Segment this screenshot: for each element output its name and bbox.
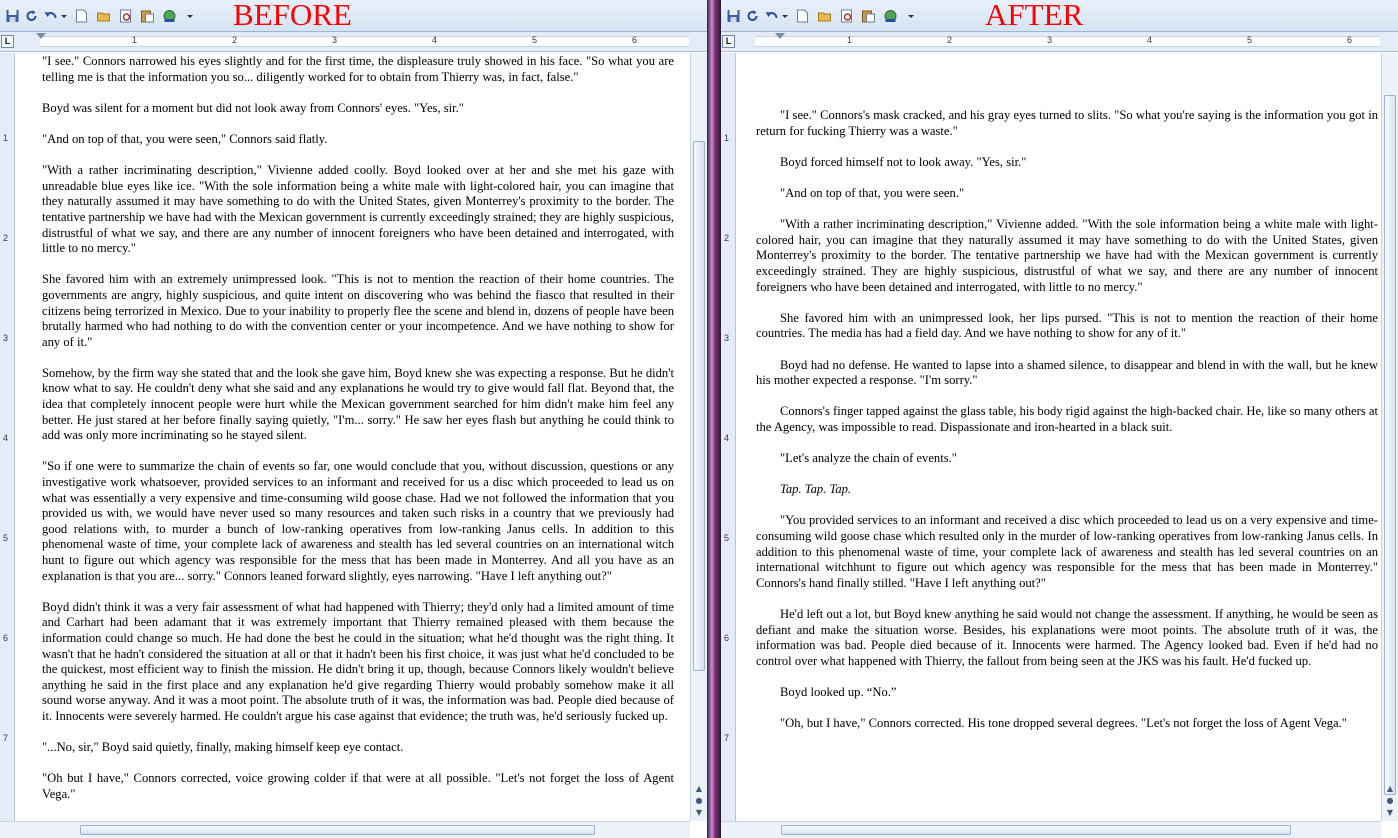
vruler-number: 2 xyxy=(724,233,730,243)
window-divider xyxy=(707,0,721,838)
vertical-scrollbar[interactable] xyxy=(690,53,707,821)
next-page-icon[interactable]: ▼ xyxy=(695,808,703,817)
indent-marker[interactable] xyxy=(775,33,785,39)
paragraph: She favored him with an unimpressed look, her lips pursed. "This is not to mention the reaction of their home countries. The media has had a field day. And we have nothing to show for any of it." xyxy=(756,310,1378,341)
vruler-number: 5 xyxy=(724,533,730,543)
vruler-number: 6 xyxy=(3,633,9,643)
ruler-number: 3 xyxy=(1047,35,1053,45)
vruler-number: 4 xyxy=(724,433,730,443)
browse-object-icon[interactable]: ● xyxy=(695,796,703,805)
print-preview-icon[interactable] xyxy=(839,9,854,23)
quick-access-toolbar xyxy=(721,0,1398,32)
browse-object-icon[interactable]: ● xyxy=(1386,796,1394,805)
vruler-number: 3 xyxy=(3,333,9,343)
paragraph-italic: Tap. Tap. Tap. xyxy=(780,482,852,497)
paragraph: Connors's finger tapped against the glass table, his body rigid against the high-backed chair. He, like so many others at the Agency, was impossible to read. Dispassionate and iron-hearted in a black suit. xyxy=(756,404,1378,434)
hscroll-thumb[interactable] xyxy=(781,825,1291,835)
paste-icon[interactable] xyxy=(140,9,155,23)
scrollbar-thumb[interactable] xyxy=(1384,95,1396,795)
paragraph: "Oh, but I have," Connors corrected. His tone dropped several degrees. "Let's not forget the loss of Agent Vega." xyxy=(780,716,1347,731)
indent-marker[interactable] xyxy=(36,33,46,39)
previous-page-icon[interactable]: ▲ xyxy=(695,784,703,793)
repeat-icon[interactable] xyxy=(24,9,39,23)
vertical-scrollbar[interactable] xyxy=(1381,53,1398,821)
horizontal-scrollbar[interactable] xyxy=(0,821,690,838)
horizontal-scrollbar[interactable] xyxy=(721,821,1381,838)
paragraph: "With a rather incriminating description," Vivienne added coolly. Boyd looked over at her and she met his gaze with unreadable blue eyes like ice. "With the sole information being a white male with light-colored hair, you can imagine that they naturally assumed it may have something to do with the United States, given Monterrey's proximity to the border. The tentative partnership we have had with the Mexican government is currently exceedingly strained; they are highly suspicious, distrustful of what we say, and there are any number of innocent foreigners who have been detained and interrogated, with little to no mercy." xyxy=(42,163,674,256)
next-page-icon[interactable]: ▼ xyxy=(1386,808,1394,817)
vruler-number: 7 xyxy=(3,733,9,743)
web-icon[interactable] xyxy=(162,9,177,23)
undo-dropdown-icon[interactable] xyxy=(60,9,68,23)
paragraph: "And on top of that, you were seen." xyxy=(780,185,965,200)
paragraph: "And on top of that, you were seen," Connors said flatly. xyxy=(42,131,328,146)
paragraph: "Oh but I have," Connors corrected, voice growing colder if that were at all possible. "Let's not forget the loss of Agent Vega." xyxy=(42,771,674,801)
scrollbar-thumb[interactable] xyxy=(693,141,705,671)
paragraph: "With a rather incriminating description," Vivienne added. "With the sole information being a white male with light-colored hair, you can imagine that they naturally assumed it may have something to do with the United States, given Monterrey's proximity to the border. The tentative partnership we have had with the Mexican government is currently exceedingly strained. They are highly suspicious, distrustful of what we say, and there are any number of innocent foreigners who have been detained and interrogated, with little to no mercy." xyxy=(756,217,1378,294)
paragraph: Boyd didn't think it was a very fair assessment of what had happened with Thierry; they'd only had a limited amount of time and Carhart had been adamant that it was extremely important that Thierry remained pleased with them because the information could change so much. He had done the best he could in the situation; what he'd thought was the right thing. It wasn't that he hadn't considered the situation at all or that it hadn't been his first choice, it was just what he'd concluded to be the quickest, most efficient way to finish the mission. He didn't bring it up, though, because Connors likely wouldn't believe anything he said in the first place and any explanation he'd give regarding Thierry would probably somehow make it all sound worse anyway. And it was a moot point. The absolute truth of it was, the information was bad. People died because of it. Innocents were severely harmed. He couldn't argue his case against that evidence; the truth was, he'd seriously fucked up. xyxy=(42,599,674,723)
after-window xyxy=(721,0,1398,838)
undo-icon[interactable] xyxy=(43,9,58,23)
after-label: AFTER xyxy=(985,0,1084,32)
vruler-number: 4 xyxy=(3,433,9,443)
vertical-ruler xyxy=(0,53,15,821)
open-folder-icon[interactable] xyxy=(817,9,832,23)
horizontal-ruler[interactable] xyxy=(721,32,1398,52)
vruler-number: 6 xyxy=(724,633,730,643)
paragraph: "I see." Connors narrowed his eyes slightly and for the first time, the displeasure truly showed in his face. "So what you are telling me is that the information you so... diligently worked for to obtain from Thierry was, in fact, false." xyxy=(42,54,674,84)
open-folder-icon[interactable] xyxy=(96,9,111,23)
vruler-number: 5 xyxy=(3,533,9,543)
ruler-number: 5 xyxy=(1247,35,1253,45)
ruler-number: 4 xyxy=(1147,35,1153,45)
vruler-number: 2 xyxy=(3,233,9,243)
save-icon[interactable] xyxy=(726,9,741,23)
previous-page-icon[interactable]: ▲ xyxy=(1386,784,1394,793)
paragraph: "...No, sir," Boyd said quietly, finally, making himself keep eye contact. xyxy=(42,740,404,755)
undo-dropdown-icon[interactable] xyxy=(781,9,789,23)
tab-selector[interactable]: L xyxy=(1,35,14,48)
paragraph: Somehow, by the firm way she stated that and the look she gave him, Boyd knew she was expecting a response. But he didn't know what to say. He couldn't deny what she said and any explanations he would try to give would fall flat. Beyond that, the idea that completely innocent people were hurt while the Mexican government searched for him didn't make him feel any better. He just stared at her before finally saying quietly, "I'm... sorry." He saw her eyes flash but anything he could think to add was only more incriminating so he stayed silent. xyxy=(42,365,674,443)
ruler-number: 1 xyxy=(847,35,853,45)
vruler-number: 3 xyxy=(724,333,730,343)
quick-access-toolbar xyxy=(0,0,707,32)
vruler-number: 7 xyxy=(724,733,730,743)
ruler-number: 6 xyxy=(632,35,638,45)
paragraph: Boyd was silent for a moment but did not look away from Connors' eyes. "Yes, sir." xyxy=(42,100,464,115)
paste-icon[interactable] xyxy=(861,9,876,23)
ruler-number: 6 xyxy=(1347,35,1353,45)
vertical-ruler xyxy=(721,53,736,821)
vruler-number: 1 xyxy=(3,133,9,143)
paragraph: He'd left out a lot, but Boyd knew anything he said would not change the assessment. If anything, he would be seen as defiant and make the situation worse. Besides, his explanations were moot points. The absolute truth of it was, the information was bad. People died because of it. Innocents were harmed. The Agency looked bad. Even if he'd had no control over what happened with Thierry, the fallout from being seen at the JKS was his fault. He'd fucked up. xyxy=(756,607,1378,668)
customize-toolbar-icon[interactable] xyxy=(907,9,915,23)
ruler-strip xyxy=(40,36,689,47)
paragraph: "Let's analyze the chain of events." xyxy=(780,451,957,466)
ruler-number: 2 xyxy=(232,35,238,45)
new-document-icon[interactable] xyxy=(795,9,810,23)
save-icon[interactable] xyxy=(5,9,20,23)
document-body-after[interactable] xyxy=(737,53,1381,821)
ruler-number: 1 xyxy=(132,35,138,45)
repeat-icon[interactable] xyxy=(745,9,760,23)
document-body-before[interactable] xyxy=(16,53,690,821)
ruler-number: 3 xyxy=(332,35,338,45)
new-document-icon[interactable] xyxy=(74,9,89,23)
paragraph: "I see." Connors's mask cracked, and his gray eyes turned to slits. "So what you're saying is the information you got in return for fucking Thierry was a waste." xyxy=(756,108,1378,138)
paragraph: "You provided services to an informant and received a disc which proceeded to lead us on a very expensive and time-consuming wild goose chase which resulted only in the murder of low-ranking operatives from low-ranking Janus cells. In addition to this phenomenal waste of time, your complete lack of awareness and stealth has led several countries on an international witchhunt to figure out which agency was responsible for the mess that has been made in Monterrey." Connors's hand finally stilled. "Have I left anything out?" xyxy=(756,513,1378,590)
web-icon[interactable] xyxy=(883,9,898,23)
undo-icon[interactable] xyxy=(764,9,779,23)
customize-toolbar-icon[interactable] xyxy=(186,9,194,23)
vruler-number: 1 xyxy=(724,133,730,143)
ruler-number: 5 xyxy=(532,35,538,45)
ruler-number: 4 xyxy=(432,35,438,45)
before-label: BEFORE xyxy=(233,0,352,32)
paragraph: Boyd forced himself not to look away. "Yes, sir." xyxy=(780,154,1027,169)
paragraph: Boyd had no defense. He wanted to lapse into a shamed silence, to disappear and blend in with the wall, but he knew his mother expected a response. "I'm sorry." xyxy=(756,357,1378,388)
horizontal-ruler[interactable] xyxy=(0,32,707,52)
print-preview-icon[interactable] xyxy=(118,9,133,23)
paragraph: She favored him with an extremely unimpressed look. "This is not to mention the reaction of their home countries. The governments are angry, highly suspicious, and quite intent on discovering who was behind the fiasco that resulted in their citizens being terrorized in Mexico. Due to your inability to properly flee the scene and blend in, dozens of people have been brutally harmed who had nothing to do with the convention center or your incompetence. And we have nothing to show for any of it." xyxy=(42,272,674,349)
paragraph: "So if one were to summarize the chain of events so far, one would conclude that you, without discussion, questions or any investigative work whatsoever, provided services to an informant and received for us a disc which proceeded to lead us on what was essentially a very expensive and time-consuming wild goose chase. Had we not followed the information that you provided us with, we would have never used so many resources and taken such risks in a country that we previously had good relations with, to murder a bunch of low-ranking operatives from low-ranking Janus cells. In addition to this phenomenal waste of time, your complete lack of awareness and stealth has led several countries on an international witch hunt to figure out which agency was responsible for the mess that has been made in Monterrey. And all you have as an explanation is that you are... sorry." Connors leaned forward slightly, eyes narrowing. "Have I left anything out?" xyxy=(42,459,674,583)
ruler-number: 2 xyxy=(947,35,953,45)
tab-selector[interactable]: L xyxy=(722,35,735,48)
hscroll-thumb[interactable] xyxy=(80,825,595,835)
paragraph: Boyd looked up. “No.” xyxy=(780,684,897,699)
